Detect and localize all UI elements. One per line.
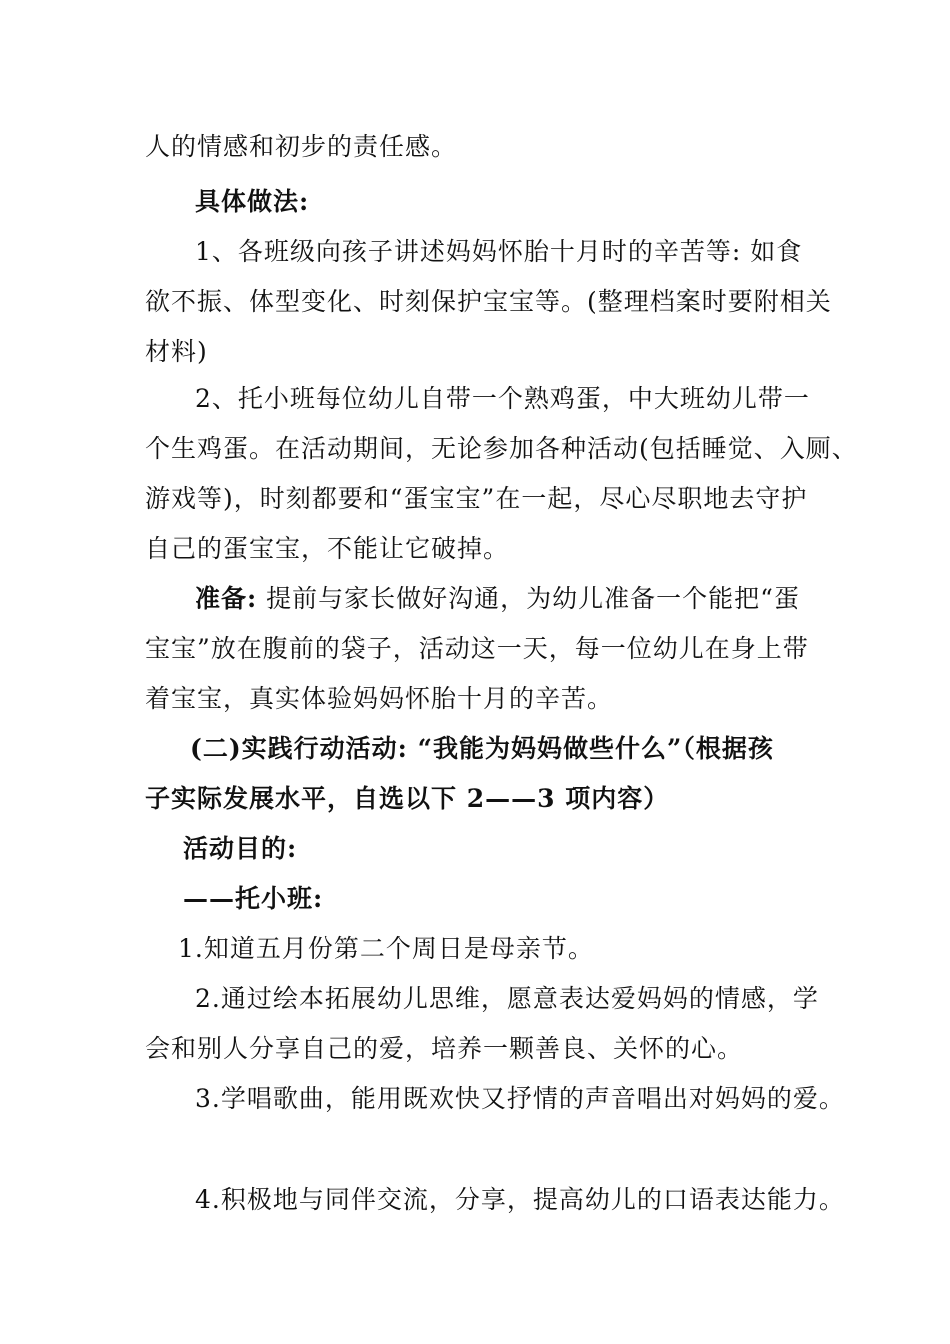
list-item: 2.通过绘本拓展幼儿思维，愿意表达爱妈妈的情感，学 bbox=[195, 984, 819, 1013]
list-item: 1.知道五月份第二个周日是母亲节。 bbox=[178, 934, 594, 963]
list-item: 4.积极地与同伴交流，分享，提高幼儿的口语表达能力。 bbox=[195, 1185, 845, 1214]
paragraph-line: 着宝宝，真实体验妈妈怀胎十月的辛苦。 bbox=[145, 684, 614, 713]
section-heading: (二)实践行动活动: “我能为妈妈做些什么”（根据孩 bbox=[190, 734, 774, 763]
paragraph-line: 1、各班级向孩子讲述妈妈怀胎十月时的辛苦等: 如食 bbox=[195, 237, 803, 266]
section-heading: 子实际发展水平，自选以下 2——3 项内容） bbox=[145, 784, 670, 813]
preparation-text: 提前与家长做好沟通，为幼儿准备一个能把“蛋 bbox=[257, 584, 800, 613]
paragraph-line: 自己的蛋宝宝，不能让它破掉。 bbox=[145, 534, 510, 563]
paragraph-line: 游戏等)，时刻都要和“蛋宝宝”在一起，尽心尽职地去守护 bbox=[145, 484, 808, 513]
preparation-label: 准备: bbox=[195, 584, 258, 613]
paragraph-line: 人的情感和初步的责任感。 bbox=[145, 132, 458, 161]
paragraph-line: 2、托小班每位幼儿自带一个熟鸡蛋，中大班幼儿带一 bbox=[195, 384, 810, 413]
section-heading: ——托小班: bbox=[183, 884, 324, 913]
paragraph-line: 材料) bbox=[145, 337, 208, 366]
paragraph-line: 宝宝”放在腹前的袋子，活动这一天，每一位幼儿在身上带 bbox=[145, 634, 809, 663]
paragraph-line: 个生鸡蛋。在活动期间，无论参加各种活动(包括睡觉、入厕、 bbox=[145, 434, 858, 463]
paragraph-line: 欲不振、体型变化、时刻保护宝宝等。(整理档案时要附相关 bbox=[145, 287, 832, 316]
section-heading: 具体做法: bbox=[195, 187, 310, 216]
list-item: 3.学唱歌曲，能用既欢快又抒情的声音唱出对妈妈的爱。 bbox=[195, 1084, 845, 1113]
paragraph-line: 会和别人分享自己的爱，培养一颗善良、关怀的心。 bbox=[145, 1034, 744, 1063]
paragraph-line bbox=[195, 582, 800, 616]
section-heading: 活动目的: bbox=[183, 834, 298, 863]
